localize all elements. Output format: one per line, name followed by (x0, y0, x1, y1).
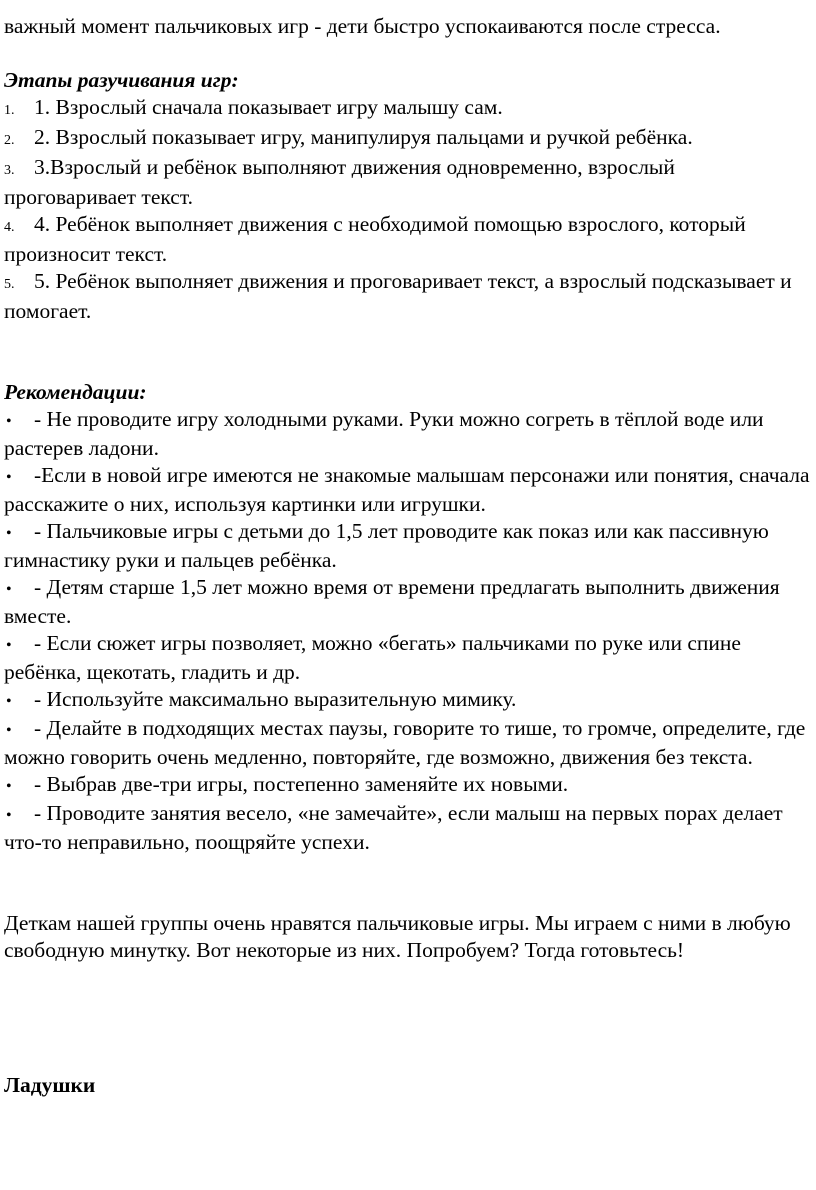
bullet-icon: • (6, 525, 12, 542)
recommendation-item (4, 800, 810, 856)
recommendation-text: - Детям старше 1,5 лет можно время от времени предлагать выполнить движения вместе. (4, 575, 780, 628)
list-number: 3. (4, 163, 15, 178)
spacer (4, 856, 810, 910)
bullet-icon: • (6, 722, 12, 739)
intro-paragraph: важный момент пальчиковых игр - дети быстро успокаиваются после стресса. (4, 14, 721, 38)
bullet-icon: • (6, 778, 12, 795)
list-number: 5. (4, 277, 15, 292)
bullet-icon: • (6, 469, 12, 486)
stage-text: 2. Взрослый показывает игру, манипулируя пальцами и ручкой ребёнка. (34, 125, 693, 149)
recommendation-text: - Пальчиковые игры с детьми до 1,5 лет проводите как показ или как пассивную гимнастику руки и пальцев ребёнка. (4, 519, 769, 572)
stage-text: 3.Взрослый и ребёнок выполняют движения одновременно, взрослый проговаривает текст. (4, 155, 675, 209)
stage-item-2 (4, 124, 810, 154)
stage-text: 1. Взрослый сначала показывает игру малышу сам. (34, 95, 503, 119)
spacer (4, 325, 810, 379)
recommendation-text: - Выбрав две-три игры, постепенно заменяйте их новыми. (34, 772, 569, 796)
spacer (4, 964, 810, 1072)
closing-paragraph: Деткам нашей группы очень нравятся пальчиковые игры. Мы играем с ними в любую свободную минутку. Вот некоторые из них. Попробуем? Тогда готовьтесь! (4, 911, 791, 962)
stage-text: 4. Ребёнок выполняет движения с необходимой помощью взрослого, который произносит текст. (4, 212, 746, 266)
game-title: Ладушки (4, 1073, 96, 1097)
list-number: 1. (4, 103, 15, 118)
stage-item-5 (4, 268, 810, 325)
recommendation-text: - Делайте в подходящих местах паузы, говорите то тише, то громче, определите, где можно говорить очень медленно, повторяйте, где возможно, движения без текста. (4, 716, 806, 769)
list-number: 2. (4, 133, 15, 148)
stage-item-3 (4, 154, 810, 211)
stages-heading: Этапы разучивания игр: (4, 68, 239, 92)
recommendation-text: - Если сюжет игры позволяет, можно «бегать» пальчиками по руке или спине ребёнка, щекотать, гладить и др. (4, 631, 741, 684)
spacer (4, 40, 810, 67)
recommendation-item (4, 686, 810, 715)
recommendations-heading: Рекомендации: (4, 380, 147, 404)
recommendation-text: - Проводите занятия весело, «не замечайте», если малыш на первых порах делает что-то неправильно, поощряйте успехи. (4, 801, 783, 854)
recommendation-item (4, 406, 810, 462)
recommendation-item (4, 574, 810, 630)
recommendation-item (4, 771, 810, 800)
recommendation-item (4, 630, 810, 686)
list-number: 4. (4, 220, 15, 235)
stages-list (4, 94, 810, 325)
recommendation-item (4, 518, 810, 574)
bullet-icon: • (6, 807, 12, 824)
bullet-icon: • (6, 413, 12, 430)
stage-item-1 (4, 94, 810, 124)
recommendation-item (4, 462, 810, 518)
bullet-icon: • (6, 637, 12, 654)
bullet-icon: • (6, 581, 12, 598)
stage-item-4 (4, 211, 810, 268)
stage-text: 5. Ребёнок выполняет движения и проговаривает текст, а взрослый подсказывает и помогает. (4, 269, 792, 323)
recommendation-text: - Используйте максимально выразительную мимику. (34, 687, 517, 711)
recommendation-item (4, 715, 810, 771)
recommendation-text: -Если в новой игре имеются не знакомые малышам персонажи или понятия, сначала расскажите о них, используя картинки или игрушки. (4, 463, 810, 516)
recommendation-text: - Не проводите игру холодными руками. Руки можно согреть в тёплой воде или растерев ладони. (4, 407, 764, 460)
recommendations-list (4, 406, 810, 856)
bullet-icon: • (6, 693, 12, 710)
